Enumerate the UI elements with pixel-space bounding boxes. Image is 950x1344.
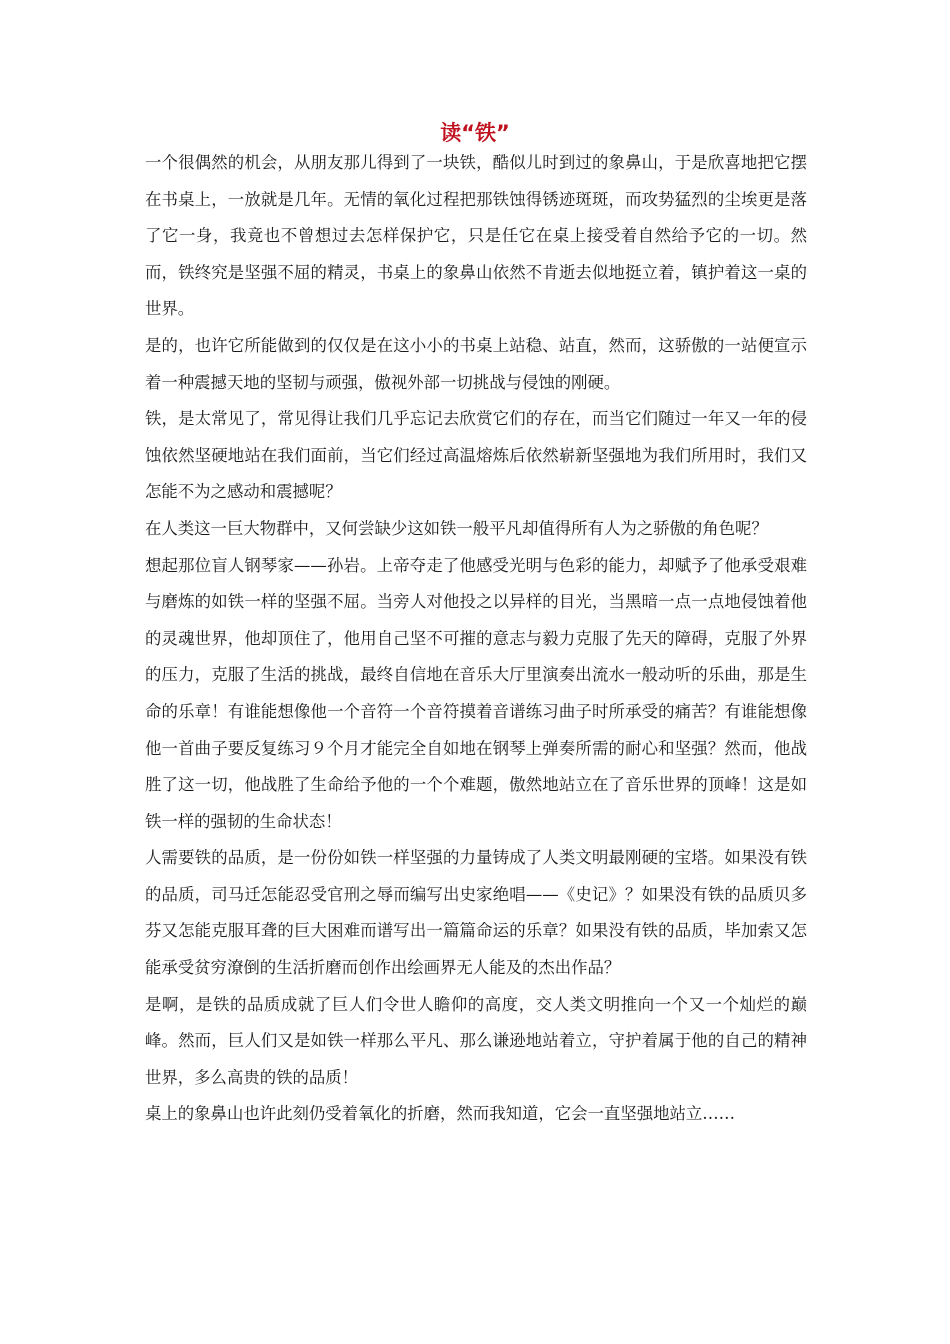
paragraph-2: 是的，也许它所能做到的仅仅是在这小小的书桌上站稳、站直，然而，这骄傲的一站便宣示着一种震撼天地的坚韧与顽强，傲视外部一切挑战与侵蚀的刚硬。 xyxy=(145,335,807,392)
paragraph-3: 铁，是太常见了，常见得让我们几乎忘记去欣赏它们的存在，而当它们随过一年又一年的侵蚀依然坚硬地站在我们面前，当它们经过高温熔炼后依然崭新坚强地为我们所用时，我们又怎能不为之感动和震撼呢？ xyxy=(145,409,807,502)
paragraph-5: 想起那位盲人钢琴家——孙岩。上帝夺走了他感受光明与色彩的能力，却赋予了他承受艰难与磨炼的如铁一样的坚强不屈。当旁人对他投之以异样的目光，当黑暗一点一点地侵蚀着他的灵魂世界，他却顶住了，他用自己坚不可摧的意志与毅力克服了先天的障碍，克服了外界的压力，克服了生活的挑战，最终自信地在音乐大厅里演奏出流水一般动听的乐曲，那是生命的乐章！有谁能想像他一个音符一个音符摸着音谱练习曲子时所承受的痛苦？有谁能想像他一首曲子要反复练习９个月才能完全自如地在钢琴上弹奏所需的耐心和坚强？然而，他战胜了这一切，他战胜了生命给予他的一个个难题，傲然地站立在了音乐世界的顶峰！这是如铁一样的强韧的生命状态！ xyxy=(145,555,807,831)
paragraph-1: 一个很偶然的机会，从朋友那儿得到了一块铁，酷似儿时到过的象鼻山，于是欣喜地把它摆在书桌上，一放就是几年。无情的氧化过程把那铁蚀得锈迹斑斑，而攻势猛烈的尘埃更是落了它一身，我竟也不曾想过去怎样保护它，只是任它在桌上接受着自然给予它的一切。然而，铁终究是坚强不屈的精灵，书桌上的象鼻山依然不肯逝去似地挺立着，镇护着这一桌的世界。 xyxy=(145,153,807,319)
paragraph-7: 是啊，是铁的品质成就了巨人们令世人瞻仰的高度，交人类文明推向一个又一个灿烂的巅峰。然而，巨人们又是如铁一样那么平凡、那么谦逊地站着立，守护着属于他的自己的精神世界，多么高贵的铁的品质！ xyxy=(145,994,807,1087)
paragraph-4: 在人类这一巨大物群中，又何尝缺少这如铁一般平凡却值得所有人为之骄傲的角色呢？ xyxy=(145,518,768,538)
document-title: 读“铁” xyxy=(440,121,510,145)
paragraph-8: 桌上的象鼻山也许此刻仍受着氧化的折磨，然而我知道，它会一直坚强地站立…… xyxy=(145,1104,736,1124)
paragraph-6: 人需要铁的品质，是一份份如铁一样坚强的力量铸成了人类文明最刚硬的宝塔。如果没有铁的品质，司马迁怎能忍受官刑之辱而编写出史家绝唱——《史记》？如果没有铁的品质贝多芬又怎能克服耳聋的巨大困难而谱写出一篇篇命运的乐章？如果没有铁的品质，毕加索又怎能承受贫穷潦倒的生活折磨而创作出绘画界无人能及的杰出作品？ xyxy=(145,848,807,978)
document-body xyxy=(145,145,807,1133)
